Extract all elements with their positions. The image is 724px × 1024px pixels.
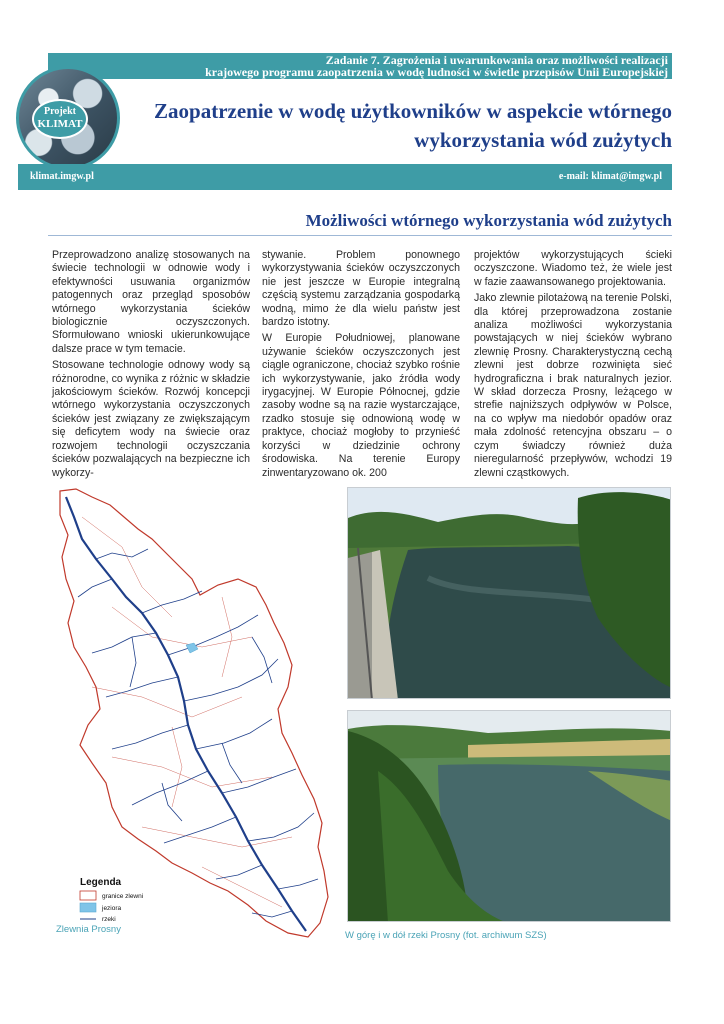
river-photo-upstream <box>347 487 671 699</box>
map-caption: Zlewnia Prosny <box>56 924 121 935</box>
logo-badge <box>32 99 88 139</box>
legend-swatch-boundary <box>80 891 96 900</box>
section-title: Możliwości wtórnego wykorzystania wód zużytych <box>305 211 672 230</box>
paragraph: stywanie. Problem ponownego wykorzystywania ścieków oczyszczonych nie jest jeszcze w Europie integralną częścią systemu zarządzania gospodarką wodną, mimo że dla wielu państw jest bardzo istotny. <box>262 249 460 329</box>
page-title-line-1: Zaopatrzenie w wodę użytkowników w aspekcie wtórnego <box>154 99 672 123</box>
map-legend <box>80 877 143 923</box>
catchment-boundary <box>60 489 328 937</box>
logo-text-project: Projekt <box>43 106 77 117</box>
river-photo-downstream <box>347 710 671 922</box>
section-divider <box>48 235 672 236</box>
page-title <box>128 97 672 155</box>
page-title-line-2: wykorzystania wód zużytych <box>414 128 672 152</box>
paragraph: W Europie Południowej, planowane używanie ścieków oczyszczonych jest ciągle ograniczone, chociaż szybko rośnie ich wykorzystywanie, jako źródła wody irygacyjnej. W Europie Północnej, gdzie zasoby wodne są na razie wystarczające, rzadko stosuje się odnowioną wodę w praktyce, chociaż mogłoby to przynieść korzyści w dziedzinie ochrony środowiska. Na terenie Europy zinwentaryzowano ok. 200 <box>262 332 460 479</box>
email-link[interactable]: e-mail: klimat@imgw.pl <box>558 171 662 182</box>
project-klimat-logo <box>16 66 120 170</box>
task-line-2: krajowego programu zaopatrzenia w wodę ludności w świetle przepisów Unii Europejskiej <box>205 65 668 79</box>
paragraph: Jako zlewnie pilotażową na terenie Polski, dla której przeprowadzona zostanie analiza możliwości wykorzystania powstających w niej ścieków wybrano zlewnię Prosny. Charakterystyczną cechą zlewni jest dobrze rozwinięta sieć hydrograficzna i brak naturalnych jezior. W skład dorzecza Prosny, leżącego w strefie najniższych odpływów w Polsce, na co wpływ ma niedobór opadów oraz mała zdolność retencyjna obszaru – o czym świadczy również duża nieregularność przepływów, wchodzi 19 zlewni cząstkowych. <box>474 292 672 479</box>
paragraph: projektów wykorzystujących ścieki oczyszczone. Wiadomo też, że wiele jest w fazie zaawansowanego projektowania. <box>474 249 672 288</box>
paragraph: Przeprowadzono analizę stosowanych na świecie technologii w odnowie wody i efektywności usuwania organizmów patogennych oraz przegląd sposobów wtórnego wykorzystania ścieków biologicznie oczyszczonych. Sformułowano wnioski ukierunkowujące dalsze prace w tym temacie. <box>52 249 250 355</box>
prosna-catchment-map <box>52 487 330 939</box>
text-column-3 <box>474 249 672 483</box>
legend-swatch-lake <box>80 903 96 912</box>
legend-label-lake: jeziora <box>102 905 122 912</box>
legend-title: Legenda <box>80 877 122 888</box>
text-column-1 <box>52 249 250 483</box>
header-task-band <box>48 53 672 79</box>
header-contact-band <box>18 164 672 190</box>
paragraph: Stosowane technologie odnowy wody są różnorodne, co wynika z różnic w składzie jakościowym ścieków. Rozwój koncepcji wtórnego wykorzystania oczyszczonych ścieków jest związany ze zwiększającym się deficytem wody na świecie oraz rozwojem technologii oczyszczania ścieków pozwalających na bezpieczne ich wykorzy- <box>52 359 250 479</box>
task-line-1: Zadanie 7. Zagrożenia i uwarunkowania oraz możliwości realizacji <box>325 53 668 67</box>
text-column-2 <box>262 249 460 483</box>
logo-text-klimat: KLIMAT <box>37 118 83 130</box>
website-link[interactable]: klimat.imgw.pl <box>30 171 94 182</box>
photo-caption: W górę i w dół rzeki Prosny (fot. archiwum SZS) <box>345 930 547 941</box>
legend-label-river: rzeki <box>102 916 116 923</box>
legend-label-boundary: granice zlewni <box>102 893 144 900</box>
